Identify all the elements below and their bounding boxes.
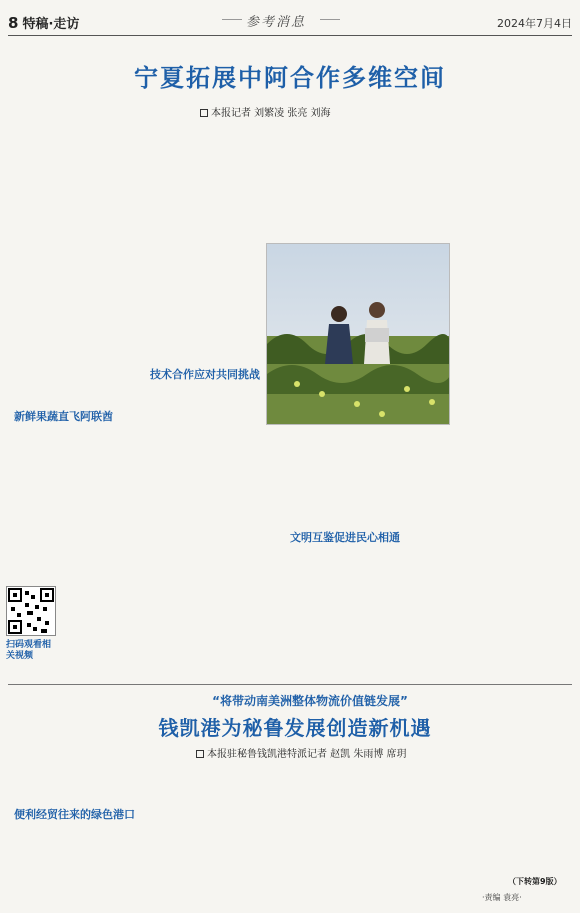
article2-column-1b (8, 822, 126, 906)
qr-code[interactable] (6, 586, 56, 636)
article2-subhead-1: 便利经贸往来的绿色港口 (14, 808, 135, 821)
section-title: 特稿·走访 (22, 17, 80, 32)
article1-column-3b-text (266, 440, 450, 522)
article1-column-1 (8, 124, 128, 400)
article1-subhead-1: 新鲜果蔬直飞阿联酋 (14, 410, 113, 423)
issue-date: 2024年7月4日 (497, 17, 572, 30)
article1-column-2-text (140, 124, 262, 362)
article1-column-1c-text (62, 586, 128, 682)
article-divider (8, 684, 572, 685)
article1-byline (200, 104, 460, 119)
article1-column-3b (266, 440, 450, 522)
article1-byline-text: 本报记者 刘繁凌 张亮 刘海 (211, 108, 331, 119)
article2-byline-text: 本报驻秘鲁钱凯港特派记者 赵凯 朱雨博 席玥 (207, 749, 407, 760)
article1-column-1b (8, 424, 128, 584)
article1-column-1b-text (8, 424, 128, 584)
article1-subhead-3: 文明互鉴促进民心相通 (290, 531, 400, 544)
qr-code-icon (7, 587, 55, 635)
section-number: 8 (8, 14, 19, 32)
masthead-ornament-right (320, 19, 340, 20)
masthead-logo: 参考消息 (246, 15, 307, 30)
masthead-ornament-left (222, 19, 242, 20)
article2-column-4-text (358, 762, 466, 906)
article2-column-4 (358, 762, 466, 906)
article2-column-5-text (472, 692, 574, 888)
article1-subhead-2: 技术合作应对共同挑战 (150, 368, 260, 381)
article1-column-4 (458, 124, 574, 682)
article1-column-3-text (266, 124, 434, 240)
footer-editor: ·责编 袁亮· (482, 893, 522, 902)
article1-column-2b-text (140, 382, 262, 682)
article1-column-4-text (458, 124, 574, 682)
byline-square-icon (200, 109, 208, 117)
section-label (8, 13, 79, 32)
article2-column-2-text (130, 762, 238, 906)
article2-column-2 (130, 762, 238, 906)
article1-photo (266, 243, 450, 425)
article2-byline (196, 745, 476, 760)
article2-column-3-text (244, 762, 352, 906)
qr-label: 扫码观看相关视频 (6, 640, 52, 661)
article1-column-1-text (8, 124, 128, 400)
article2-kicker: “将带动南美洲整体物流价值链发展” (212, 694, 408, 708)
article2-column-1-text (8, 692, 126, 802)
byline-square-icon (196, 750, 204, 758)
article2-headline: 钱凯港为秘鲁发展创造新机遇 (158, 716, 432, 740)
article2-column-5 (472, 692, 574, 888)
article1-column-2 (140, 124, 262, 362)
page-header (8, 8, 572, 36)
photo-illustration (267, 244, 450, 425)
article1-column-3c (266, 546, 450, 682)
article1-column-1c (62, 586, 128, 682)
article1-column-3c-text (266, 546, 450, 682)
article2-column-1b-text (8, 822, 126, 906)
article1-headline: 宁夏拓展中阿合作多维空间 (134, 64, 446, 92)
article2-continued: （下转第9版） (508, 877, 562, 886)
article1-column-2b (140, 382, 262, 682)
article2-column-3 (244, 762, 352, 906)
article2-column-1 (8, 692, 126, 802)
